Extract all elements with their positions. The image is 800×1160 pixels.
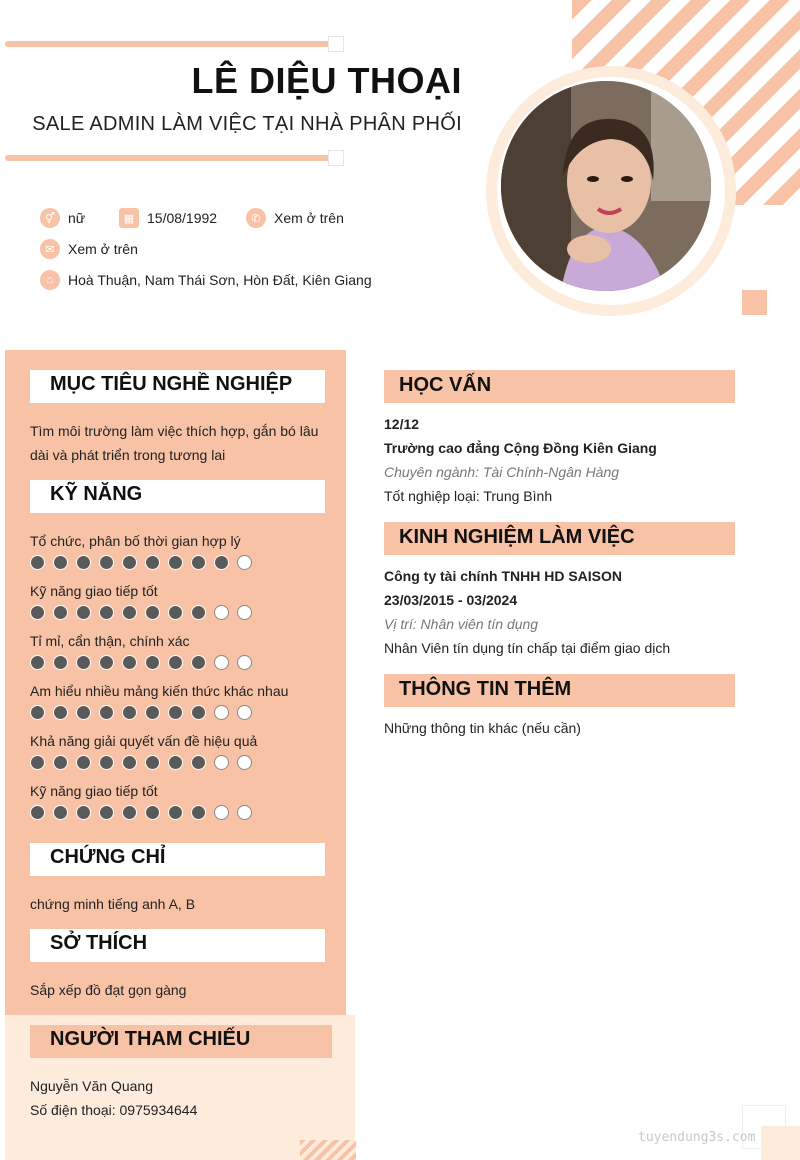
skill-dot-empty [237,555,252,570]
objective-heading-box [30,370,325,403]
skill-dot-filled [168,655,183,670]
skill-dot-filled [191,805,206,820]
skill-dot-filled [99,705,114,720]
skill-dot-filled [76,755,91,770]
skill-dot-filled [53,705,68,720]
skill-dot-empty [214,755,229,770]
header-line-top-end [328,36,344,52]
job-title: SALE ADMIN LÀM VIỆC TẠI NHÀ PHÂN PHỐI [32,113,462,135]
skill-name: Kỹ năng giao tiếp tốt [30,583,158,599]
skill-dot-filled [145,555,160,570]
experience-heading: KINH NGHIỆM LÀM VIỆC [399,526,635,548]
skill-name: Am hiểu nhiều mảng kiến thức khác nhau [30,683,289,699]
skill-dot-filled [191,555,206,570]
skill-dot-filled [168,605,183,620]
skill-dot-filled [53,755,68,770]
skill-dot-filled [145,655,160,670]
candidate-name: LÊ DIỆU THOẠI [191,60,462,101]
experience-heading-box [384,522,735,555]
skill-name: Tổ chức, phân bố thời gian hợp lý [30,533,241,549]
home-icon: ⌂ [40,270,60,290]
skill-dot-empty [237,655,252,670]
skill-dot-filled [168,555,183,570]
skills-heading-box [30,480,325,513]
skill-dot-filled [30,555,45,570]
skill-dot-filled [53,555,68,570]
skill-dot-filled [76,555,91,570]
certificates-heading-box [30,843,325,876]
education-major: Chuyên ngành: Tài Chính-Ngân Hàng [384,464,620,480]
gender-value: nữ [68,210,86,226]
skill-name: Tỉ mỉ, cẩn thận, chính xác [30,633,190,649]
skill-dot-filled [30,705,45,720]
skill-dot-filled [76,705,91,720]
calendar-icon: ▦ [119,208,139,228]
skill-dot-filled [191,655,206,670]
square-decoration [742,290,767,315]
skill-dot-filled [145,755,160,770]
skill-rating [30,705,252,720]
additional-text: Những thông tin khác (nếu cần) [384,720,581,736]
header-line-bottom-end [328,150,344,166]
corner-fill-decoration [761,1126,800,1160]
skill-dot-filled [53,655,68,670]
info-address [40,270,372,290]
skill-dot-filled [122,705,137,720]
skill-dot-filled [76,655,91,670]
skill-rating [30,605,252,620]
skill-dot-filled [122,755,137,770]
phone-icon: ✆ [246,208,266,228]
email-icon: ✉ [40,239,60,259]
objective-text-line1: Tìm môi trường làm việc thích hợp, gắn bó lâu [30,423,319,439]
certificates-heading: CHỨNG CHỈ [50,846,166,868]
skill-dot-empty [237,705,252,720]
skill-dot-filled [145,805,160,820]
address-value: Hoà Thuận, Nam Thái Sơn, Hòn Đất, Kiên Giang [68,272,372,288]
skill-rating [30,755,252,770]
skill-rating [30,655,252,670]
education-school: Trường cao đẳng Cộng Đồng Kiên Giang [384,440,657,456]
skill-dot-filled [99,805,114,820]
info-email [40,239,138,259]
corner-stripe-decoration [300,1140,356,1160]
skill-dot-filled [145,705,160,720]
skill-rating [30,555,252,570]
phone-value: Xem ở trên [274,210,344,226]
watermark: tuyendung3s.com [638,1130,756,1145]
skill-dot-filled [122,655,137,670]
objective-text-line2: dài và phát triển trong tương lai [30,447,226,463]
skill-dot-filled [76,805,91,820]
hobbies-text: Sắp xếp đồ đạt gọn gàng [30,982,187,998]
skill-dot-filled [122,605,137,620]
skill-name: Kỹ năng giao tiếp tốt [30,783,158,799]
education-period: 12/12 [384,416,420,432]
skill-dot-filled [53,605,68,620]
skill-dot-filled [122,805,137,820]
education-heading: HỌC VẤN [399,374,492,396]
reference-phone: Số điện thoại: 0975934644 [30,1102,198,1118]
info-phone [246,208,344,228]
references-heading-box [30,1025,332,1058]
birthday-value: 15/08/1992 [147,210,218,226]
profile-photo [501,81,711,291]
skill-dot-filled [99,655,114,670]
skill-dot-filled [99,755,114,770]
skill-name: Khả năng giải quyết vấn đề hiệu quả [30,733,258,749]
info-birthday [119,208,217,228]
skill-dot-empty [214,805,229,820]
skill-rating [30,805,252,820]
skill-dot-filled [53,805,68,820]
skill-dot-filled [168,805,183,820]
email-value: Xem ở trên [68,241,138,257]
additional-heading: THÔNG TIN THÊM [399,678,572,700]
skill-dot-filled [191,755,206,770]
skill-dot-filled [168,705,183,720]
skill-dot-filled [30,655,45,670]
skill-dot-filled [122,555,137,570]
reference-name: Nguyễn Văn Quang [30,1078,153,1094]
skill-dot-empty [214,655,229,670]
header-line-bottom [5,155,330,161]
education-heading-box [384,370,735,403]
skill-dot-filled [191,705,206,720]
skill-dot-empty [214,705,229,720]
skill-dot-filled [99,605,114,620]
skills-heading: KỸ NĂNG [50,483,143,505]
experience-company: Công ty tài chính TNHH HD SAISON [384,568,622,584]
hobbies-heading: SỞ THÍCH [50,932,148,954]
experience-position: Vị trí: Nhân viên tín dụng [384,616,539,632]
certificates-text: chứng minh tiếng anh A, B [30,896,196,912]
skill-dot-filled [30,605,45,620]
skill-dot-filled [99,555,114,570]
experience-description: Nhân Viên tín dụng tín chấp tại điểm giao dịch [384,640,671,656]
skill-dot-filled [168,755,183,770]
references-heading: NGƯỜI THAM CHIẾU [50,1028,251,1050]
header-line-top [5,41,330,47]
skill-dot-empty [214,605,229,620]
education-grade: Tốt nghiệp loại: Trung Bình [384,488,553,504]
skill-dot-filled [214,555,229,570]
gender-icon: ⚥ [40,208,60,228]
hobbies-heading-box [30,929,325,962]
skill-dot-filled [30,755,45,770]
skill-dot-empty [237,605,252,620]
skill-dot-filled [191,605,206,620]
experience-period: 23/03/2015 - 03/2024 [384,592,518,608]
skill-dot-empty [237,755,252,770]
skill-dot-filled [30,805,45,820]
additional-heading-box [384,674,735,707]
skill-dot-filled [76,605,91,620]
skill-dot-filled [145,605,160,620]
skill-dot-empty [237,805,252,820]
objective-heading: MỤC TIÊU NGHỀ NGHIỆP [50,373,293,395]
info-gender [40,208,85,228]
